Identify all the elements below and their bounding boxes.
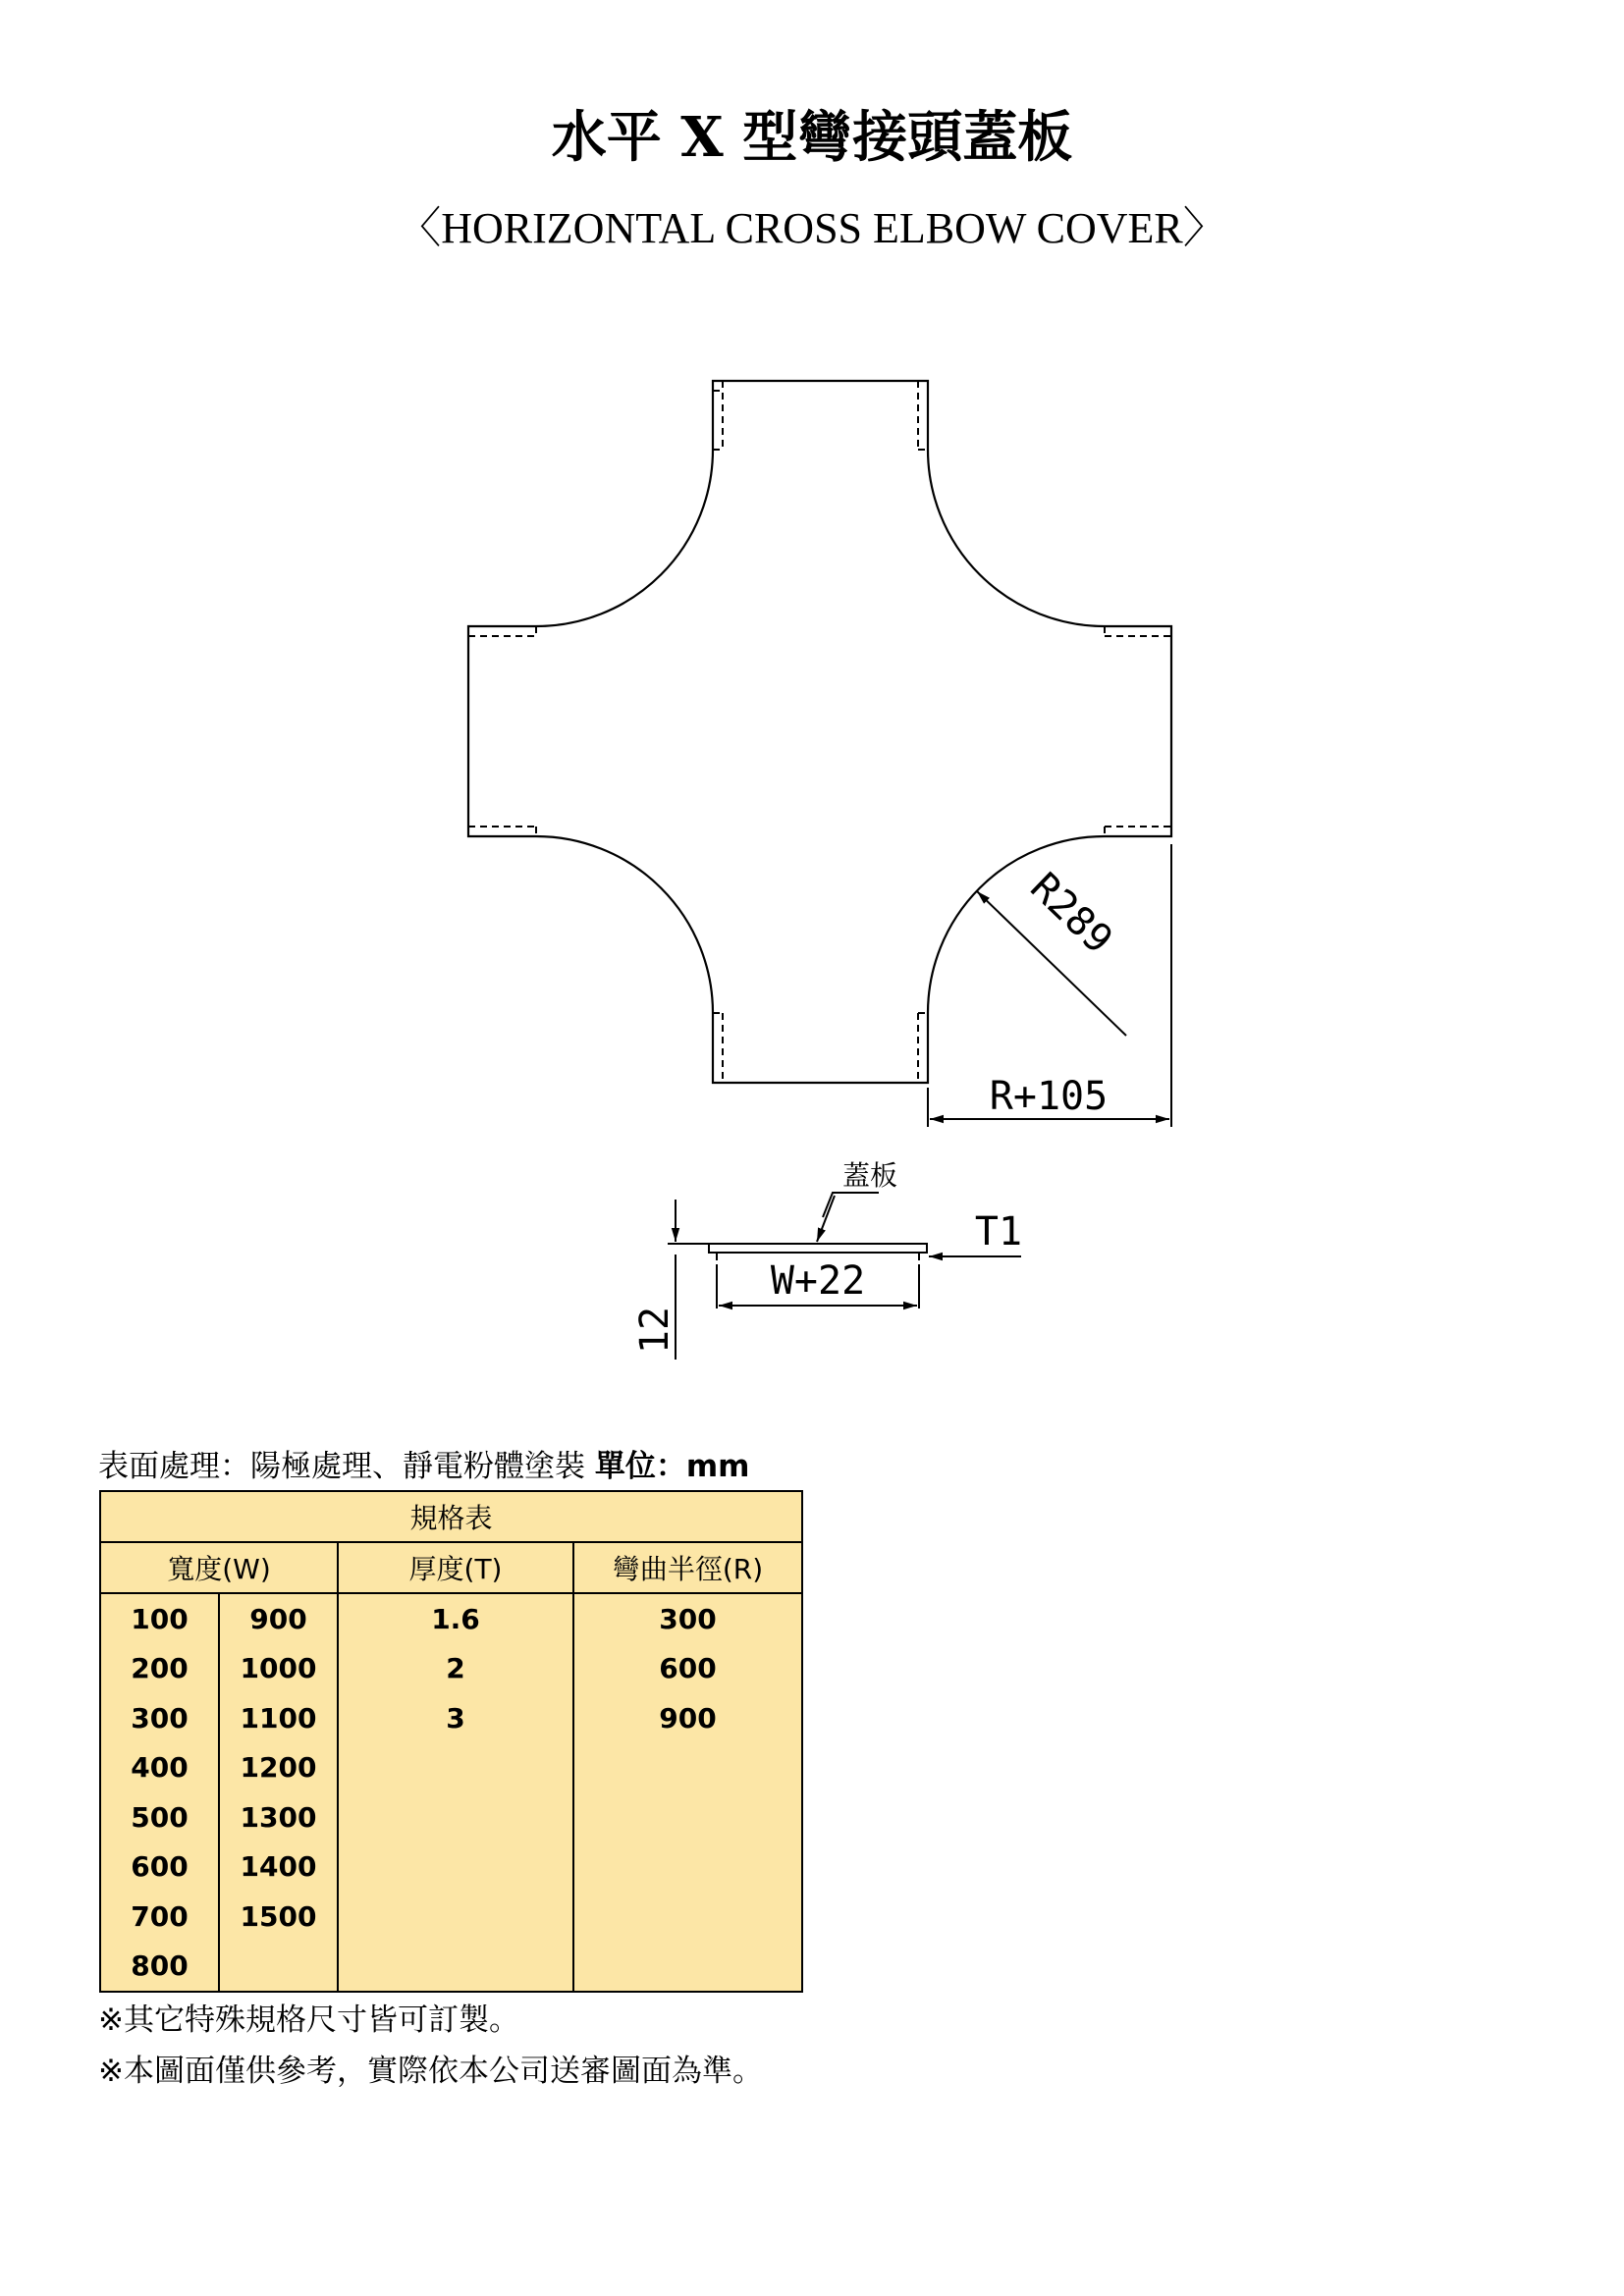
extension-label: R+105 — [989, 1074, 1109, 1119]
table-row — [100, 1743, 802, 1793]
radius-cell — [573, 1743, 802, 1793]
width-cell: 1500 — [219, 1892, 338, 1942]
thickness-cell — [338, 1942, 573, 1993]
width-cell: 100 — [100, 1593, 219, 1644]
radius-label: R289 — [1021, 864, 1121, 963]
spec-table-title: 規格表 — [100, 1491, 802, 1542]
note-custom-sizes: ※其它特殊規格尺寸皆可訂製。 — [98, 2002, 519, 2038]
table-row — [100, 1593, 802, 1644]
cover-label: 蓋板 — [841, 1159, 898, 1192]
width-cell: 400 — [100, 1743, 219, 1793]
table-row — [100, 1693, 802, 1743]
height-label: 12 — [632, 1306, 677, 1355]
thickness-cell — [338, 1792, 573, 1842]
radius-cell — [573, 1942, 802, 1993]
width-label: W+22 — [770, 1258, 866, 1304]
table-row — [100, 1842, 802, 1893]
radius-cell — [573, 1892, 802, 1942]
note-reference-only: ※本圖面僅供參考，實際依本公司送審圖面為準。 — [98, 2054, 763, 2089]
width-cell: 800 — [100, 1942, 219, 1993]
radius-dimension — [977, 865, 1126, 1036]
radius-cell: 600 — [573, 1644, 802, 1694]
radius-header: 彎曲半徑(R) — [573, 1542, 802, 1593]
width-header: 寬度(W) — [100, 1542, 338, 1593]
unit-label: 單位：mm — [594, 1449, 750, 1484]
width-cell: 1100 — [219, 1693, 338, 1743]
thickness-cell: 2 — [338, 1644, 573, 1694]
width-cell: 700 — [100, 1892, 219, 1942]
spec-table — [99, 1490, 803, 1993]
width-cell: 500 — [100, 1792, 219, 1842]
table-row — [100, 1644, 802, 1694]
radius-cell: 900 — [573, 1693, 802, 1743]
thickness-cell — [338, 1743, 573, 1793]
table-row — [100, 1942, 802, 1993]
width-cell: 300 — [100, 1693, 219, 1743]
radius-cell: 300 — [573, 1593, 802, 1644]
thickness-cell: 3 — [338, 1693, 573, 1743]
table-row — [100, 1892, 802, 1942]
table-row — [100, 1792, 802, 1842]
thickness-header: 厚度(T) — [338, 1542, 573, 1593]
thickness-cell: 1.6 — [338, 1593, 573, 1644]
surface-treatment-line — [98, 1441, 749, 1485]
radius-cell — [573, 1792, 802, 1842]
width-cell: 600 — [100, 1842, 219, 1893]
width-cell: 1400 — [219, 1842, 338, 1893]
width-cell: 1200 — [219, 1743, 338, 1793]
thickness-cell — [338, 1892, 573, 1942]
width-cell — [219, 1942, 338, 1993]
thickness-label: T1 — [974, 1209, 1023, 1255]
width-cell: 1300 — [219, 1792, 338, 1842]
surface-treatment: 表面處理：陽極處理、靜電粉體塗裝 — [98, 1449, 585, 1484]
width-cell: 1000 — [219, 1644, 338, 1694]
page-title: 水平 X 型彎接頭蓋板 — [551, 105, 1073, 170]
notes — [98, 1995, 763, 2097]
page-subtitle: 〈HORIZONTAL CROSS ELBOW COVER〉 — [398, 204, 1226, 252]
thickness-cell — [338, 1842, 573, 1893]
width-cell: 900 — [219, 1593, 338, 1644]
width-cell: 200 — [100, 1644, 219, 1694]
radius-cell — [573, 1842, 802, 1893]
